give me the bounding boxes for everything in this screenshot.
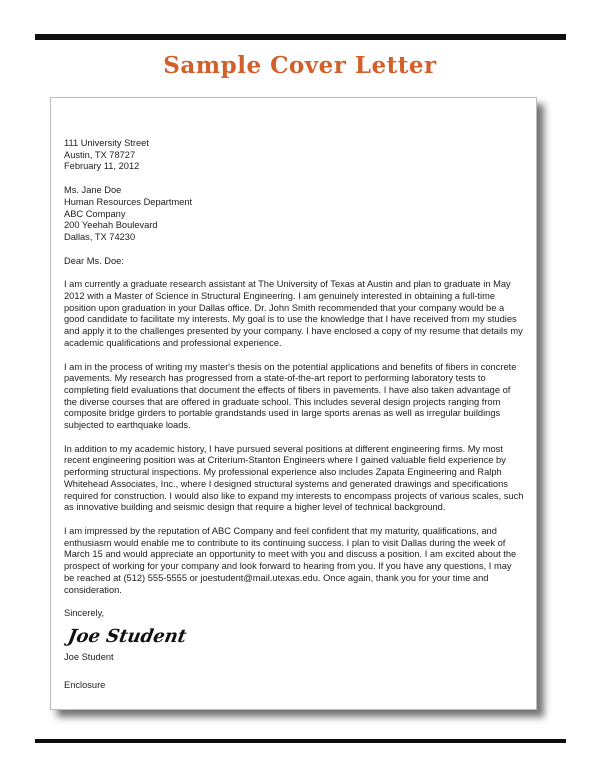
paragraph-closing-request: I am impressed by the reputation of ABC Company and feel confident that my maturity, qualifications, and enthusiasm would enable me to contribute to its continuing success. I plan to visit Dallas during the week of March 15 and would appreciate an opportunity to meet with you and discuss a position. I am excited about the prospect of working for your company and look forward to hearing from you. If you have any questions, I may be reached at (512) 555-5555 or joestudent@mail.utexas.edu. Once again, thank you for your time and consideration.	[64, 525, 517, 595]
typed-name: Joe Student	[64, 651, 114, 662]
salutation: Dear Ms. Doe:	[64, 255, 124, 266]
paragraph-work-experience: In addition to my academic history, I have pursued several positions at different engineering firms. My most recent engineering position was at Criterium-Stanton Engineers where I gained valuable field experience by performing structural inspections. My professional experience also includes Zapata Engineering and Ralph Whitehead Associates, Inc., where I designed structural systems and generated drawings and specifications required for construction. I would also like to expand my interests to encompass projects of various scales, such as innovative building and seismic design that require a higher level of technical background.	[64, 443, 524, 513]
handwritten-signature: Joe Student	[66, 625, 189, 647]
recipient-city-state-zip: Dallas, TX 74230	[64, 231, 136, 242]
cover-letter-page	[50, 97, 537, 710]
closing-salutation: Sincerely,	[64, 608, 105, 619]
enclosure-note: Enclosure	[64, 679, 106, 690]
recipient-name: Ms. Jane Doe	[64, 185, 122, 196]
recipient-address-block	[64, 185, 524, 244]
recipient-company: ABC Company	[64, 208, 126, 219]
recipient-street: 200 Yeehah Boulevard	[64, 220, 158, 231]
letter-date: February 11, 2012	[64, 161, 140, 172]
bottom-rule	[35, 739, 566, 743]
sender-address-block	[64, 138, 524, 173]
paragraph-introduction: I am currently a graduate research assistant at The University of Texas at Austin and plan to graduate in May 2012 with a Master of Science in Structural Engineering. I am genuinely interested in obtaining a full-time position upon graduation in your Dallas office. Dr. John Smith recommended that your company would be a good candidate to facilitate my interests. My goal is to use the knowledge that I have received from my studies and apply it to the challenges presented by your company. I have enclosed a copy of my resume that details my academic qualifications and professional experience.	[64, 279, 523, 348]
page-title: Sample Cover Letter	[163, 52, 437, 79]
signature-line	[64, 626, 524, 652]
paragraph-thesis-research: I am in the process of writing my master's thesis on the potential applications and benefits of fibers in concrete pavements. My research has progressed from a state-of-the-art report to performing laboratory tests to completing field evaluations that document the effects of fibers in pavements. I have also taken advantage of the diverse courses that are offered in graduate school. This includes several design projects ranging from composite bridge girders to portable grandstands used in large sports arenas as well as irregular buildings subjected to earthquake loads.	[64, 361, 517, 431]
top-rule	[35, 34, 566, 40]
recipient-department: Human Resources Department	[64, 196, 193, 207]
sender-street: 111 University Street	[64, 138, 149, 148]
sender-city-state-zip: Austin, TX 78727	[64, 149, 136, 160]
